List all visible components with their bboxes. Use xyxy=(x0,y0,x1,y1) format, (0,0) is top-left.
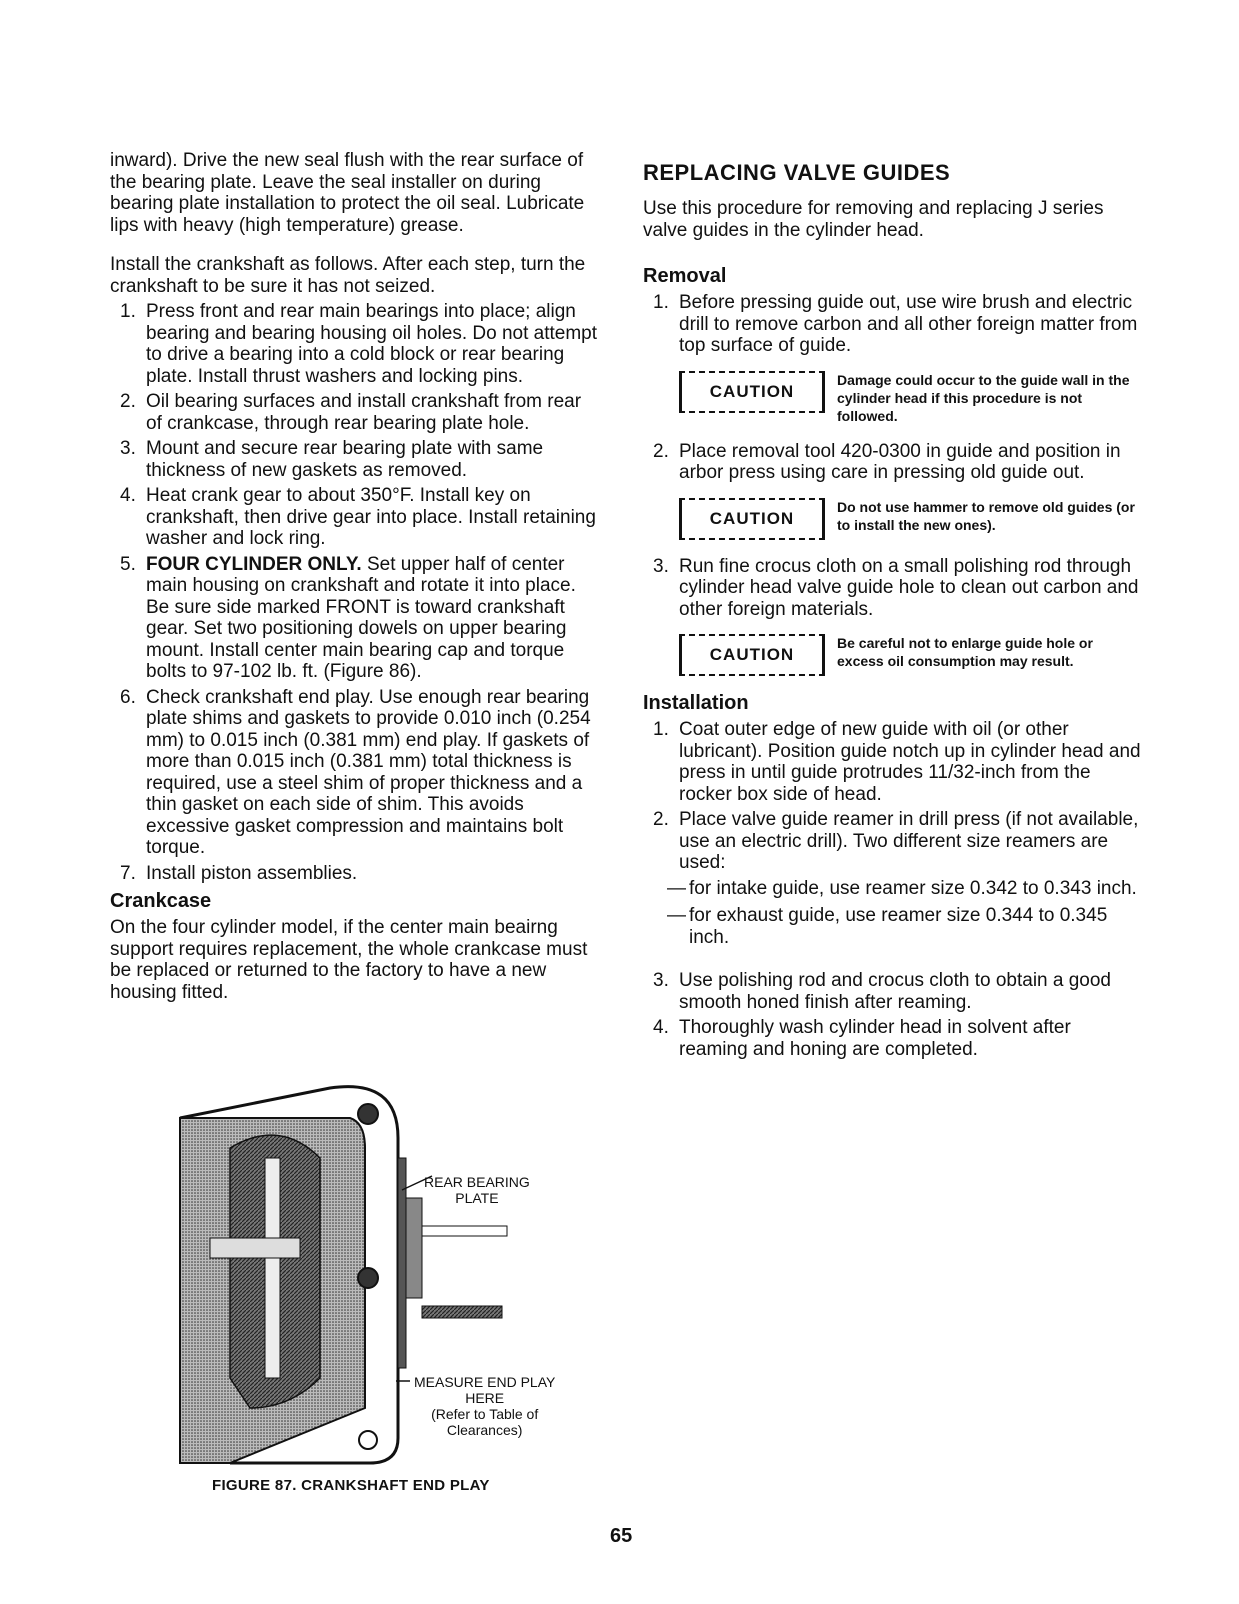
list-item: 2. Oil bearing surfaces and install crankshaft from rear of crankcase, through rear bearing plate hole. xyxy=(120,391,582,434)
list-item: 5. FOUR CYLINDER ONLY. Set upper half of center main housing on crankshaft and rotate it into place. Be sure side marked FRONT is toward crankshaft gear. Set two positioning dowels on upper bearing mount. Install center main bearing cap and torque bolts to 97-102 lb. ft. (Figure 86). xyxy=(120,553,576,682)
removal-steps-list xyxy=(643,292,1143,357)
left-column xyxy=(110,150,602,1003)
install-intro-paragraph: Install the crankshaft as follows. After each step, turn the crankshaft to be sure it has not seized. xyxy=(110,254,586,297)
list-item: 1. Coat outer edge of new guide with oil (or other lubricant). Position guide notch up in cylinder head and press in until guide protrudes 11/32-inch from the rocker box side of head. xyxy=(653,719,1141,805)
list-item: 4. Thoroughly wash cylinder head in solvent after reaming and honing are completed. xyxy=(653,1017,1071,1060)
list-item: 2. Place removal tool 420-0300 in guide and position in arbor press using care in pressing old guide out. xyxy=(653,440,1121,483)
installation-heading: Installation xyxy=(643,692,749,714)
reamer-exhaust-item: — for exhaust guide, use reamer size 0.344 to 0.345 inch. xyxy=(667,905,1108,948)
caution-badge: CAUTION xyxy=(679,371,825,413)
measure-end-play-label: MEASURE END PLAY HERE (Refer to Table of Clearances) xyxy=(414,1374,556,1438)
valve-guides-intro: Use this procedure for removing and replacing J series valve guides in the cylinder head. xyxy=(643,198,1104,241)
caution-note: CAUTION Damage could occur to the guide wall in the cylinder head if this procedure is not followed. xyxy=(679,371,1143,425)
step-lead: FOUR CYLINDER ONLY. xyxy=(146,553,362,575)
list-item: 3. Mount and secure rear bearing plate with same thickness of new gaskets as removed. xyxy=(120,438,544,481)
list-item: 1. Before pressing guide out, use wire brush and electric drill to remove carbon and all other foreign matter from top surface of guide. xyxy=(653,292,1138,356)
removal-heading: Removal xyxy=(643,265,727,287)
figure-caption: FIGURE 87. CRANKSHAFT END PLAY xyxy=(212,1477,490,1494)
rear-bearing-label: REAR BEARING PLATE xyxy=(424,1174,530,1206)
list-item: 2. Place valve guide reamer in drill press (if not available, use an electric drill). Two different size reamers are used: xyxy=(653,809,1139,873)
page-number: 65 xyxy=(610,1525,633,1547)
reamer-intake-item: — for intake guide, use reamer size 0.342 to 0.343 inch. xyxy=(667,877,1137,899)
list-item: 4. Heat crank gear to about 350°F. Install key on crankshaft, then drive gear into place. Install retaining washer and lock ring. xyxy=(120,485,596,549)
list-item: 6. Check crankshaft end play. Use enough rear bearing plate shims and gaskets to provide 0.010 inch (0.254 mm) to 0.015 inch (0.381 mm) end play. If gaskets of more than 0.015 inch (0.381 mm) total thickness is required, use a steel shim of proper thickness and a thin gasket on each side of shim. This avoids excessive gasket compression and maintains bolt torque. xyxy=(120,686,591,858)
list-item: 3. Run fine crocus cloth on a small polishing rod through cylinder head valve guide hole to clean out carbon and other foreign materials. xyxy=(653,555,1139,620)
installation-steps-list xyxy=(643,719,1143,874)
caution-badge: CAUTION xyxy=(679,498,825,540)
installation-steps-list xyxy=(643,970,1143,1060)
removal-steps-list xyxy=(643,556,1143,621)
removal-steps-list xyxy=(643,441,1143,484)
right-column xyxy=(643,150,1143,1064)
crankshaft-steps-list xyxy=(110,301,602,884)
section-heading: REPLACING VALVE GUIDES xyxy=(643,160,951,185)
caution-note: CAUTION Do not use hammer to remove old guides (or to install the new ones). xyxy=(679,498,1143,540)
list-item: 7. Install piston assemblies. xyxy=(120,862,358,884)
list-item: 1. Press front and rear main bearings into place; align bearing and bearing housing oil holes. Do not attempt to drive a bearing into a cold block or rear bearing plate. Install thrust washers and locking pins. xyxy=(120,301,598,387)
crankshaft-figure xyxy=(170,1078,590,1468)
intro-paragraph: inward). Drive the new seal flush with the rear surface of the bearing plate. Leave the seal installer on during bearing plate installation to protect the oil seal. Lubricate lips with heavy (high temperature) grease. xyxy=(110,150,585,236)
caution-badge: CAUTION xyxy=(679,634,825,676)
list-item: 3. Use polishing rod and crocus cloth to obtain a good smooth honed finish after reaming. xyxy=(653,970,1111,1013)
crankcase-paragraph: On the four cylinder model, if the center main beairng support requires replacement, the whole crankcase must be replaced or returned to the factory to have a new housing fitted. xyxy=(110,917,588,1003)
crankcase-heading: Crankcase xyxy=(110,890,212,912)
caution-note: CAUTION Be careful not to enlarge guide hole or excess oil consumption may result. xyxy=(679,634,1143,676)
